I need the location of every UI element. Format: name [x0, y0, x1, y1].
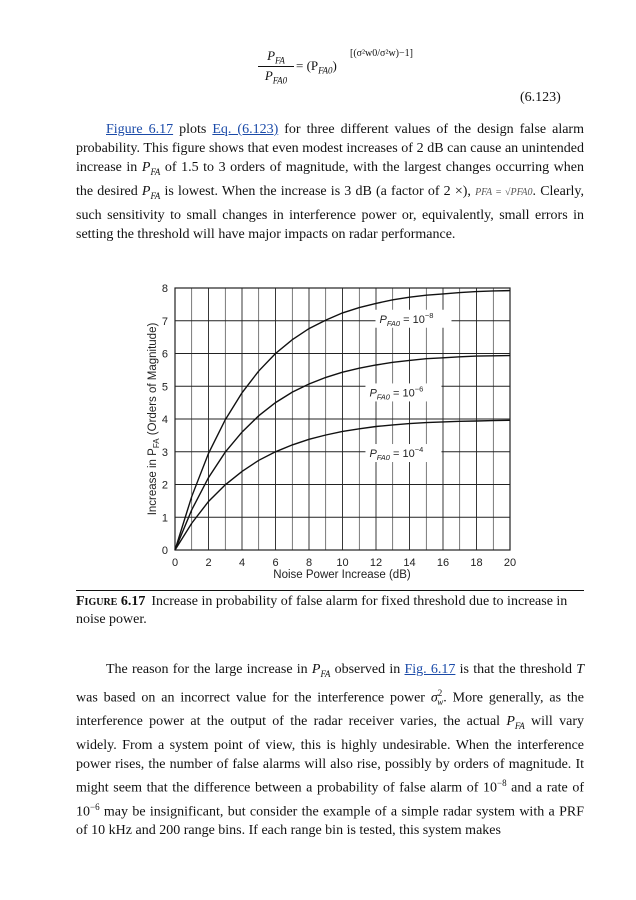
x-tick-label: 16 [436, 557, 450, 569]
y-tick-label: 2 [161, 479, 168, 492]
equation-6-123 [258, 48, 428, 90]
fig-6-17-link[interactable]: Fig. 6.17 [404, 662, 456, 677]
caption-rule [76, 590, 584, 591]
equation-denominator: $P_{FA0}$ [264, 68, 288, 86]
equation-exponent: [(σ²w0/σ²w)−1] [350, 48, 413, 59]
figure-6-17-chart [140, 280, 530, 585]
y-tick-label: 5 [161, 381, 168, 394]
series-labels [365, 310, 451, 462]
paragraph-2: The reason for the large increase in $P_{FA}$ observed in Fig. 6.17 is that the threshold T was based on an incorrect value for the interference power $\sigma^2_w$. More generally, as the interference power at the output of the radar receiver varies, the actual $P_{FA}$ will vary widely. From a system point of view, this is highly undesirable. When the interference power rises, the number of false alarms will also rise, possibly by orders of magnitude. It might seem that the difference between a probability of false alarm of $10^{-8}$ and a rate of $10^{-6}$ may be insignificant, but consider the example of a simple radar system with a PRF of 10 kHz and 200 range bins. If each range bin is tested, this system makes [76, 662, 585, 839]
x-tick-label: 8 [305, 557, 313, 569]
y-tick-label: 3 [161, 446, 168, 459]
y-tick-label: 6 [161, 348, 168, 361]
fraction-bar [258, 66, 294, 67]
equation-6-123-link[interactable]: Eq. (6.123) [212, 122, 279, 137]
equation-rhs: = $(P_{FA0})$ [296, 58, 337, 76]
series-label: $P_{FA0} = 10^{-8}$ [379, 310, 434, 328]
equation-numerator: $P_{FA}$ [267, 48, 285, 66]
y-tick-label: 7 [161, 315, 168, 328]
caption-text: Increase in probability of false alarm for fixed threshold due to increase in noise power. [76, 594, 568, 627]
y-tick-label: 0 [161, 545, 168, 557]
x-tick-label: 20 [503, 557, 517, 569]
x-tick-labels [172, 557, 516, 569]
sigma-symbol: σ [430, 690, 438, 706]
caption-label: Figure 6.17 [76, 594, 146, 609]
y-tick-label: 4 [161, 414, 168, 426]
series-label: $P_{FA0} = 10^{-6}$ [369, 384, 424, 402]
inline-equation: PFA = √PFA0 [475, 186, 533, 198]
x-tick-label: 18 [470, 557, 483, 569]
y-tick-label: 8 [161, 283, 168, 295]
x-tick-label: 14 [403, 557, 416, 569]
x-tick-label: 2 [205, 557, 212, 569]
x-tick-label: 4 [238, 557, 246, 569]
y-tick-labels [162, 283, 168, 557]
y-axis-label: Increase in $P_{FA}$ (Orders of Magnitude) [147, 322, 161, 516]
x-tick-label: 0 [171, 557, 179, 569]
equation-number: (6.123) [520, 90, 561, 105]
x-tick-label: 12 [369, 557, 383, 569]
x-tick-label: 6 [272, 557, 279, 569]
paragraph-1: Figure 6.17 plots Eq. (6.123) for three different values of the design false alarm probability. This figure shows that even modest increases of 2 dB can cause an unintended increase in $P_{FA}$ of 1.5 to 3 orders of magnitude, with the largest changes occurring when the desired $P_{FA}$ is lowest. When the increase is 3 dB (a factor of 2 ×), PFA = √PFA0. Clearly, such sensitivity to small changes in interference power or, equivalently, small errors in setting the threshold will have major impacts on radar performance. [76, 122, 584, 242]
y-tick-label: 1 [161, 512, 168, 525]
x-tick-label: 10 [336, 557, 349, 569]
x-axis-label: Noise Power Increase (dB) [273, 569, 411, 581]
series-label: $P_{FA0} = 10^{-4}$ [369, 445, 424, 463]
figure-caption [76, 593, 584, 629]
figure-6-17-link[interactable]: Figure 6.17 [106, 122, 174, 137]
